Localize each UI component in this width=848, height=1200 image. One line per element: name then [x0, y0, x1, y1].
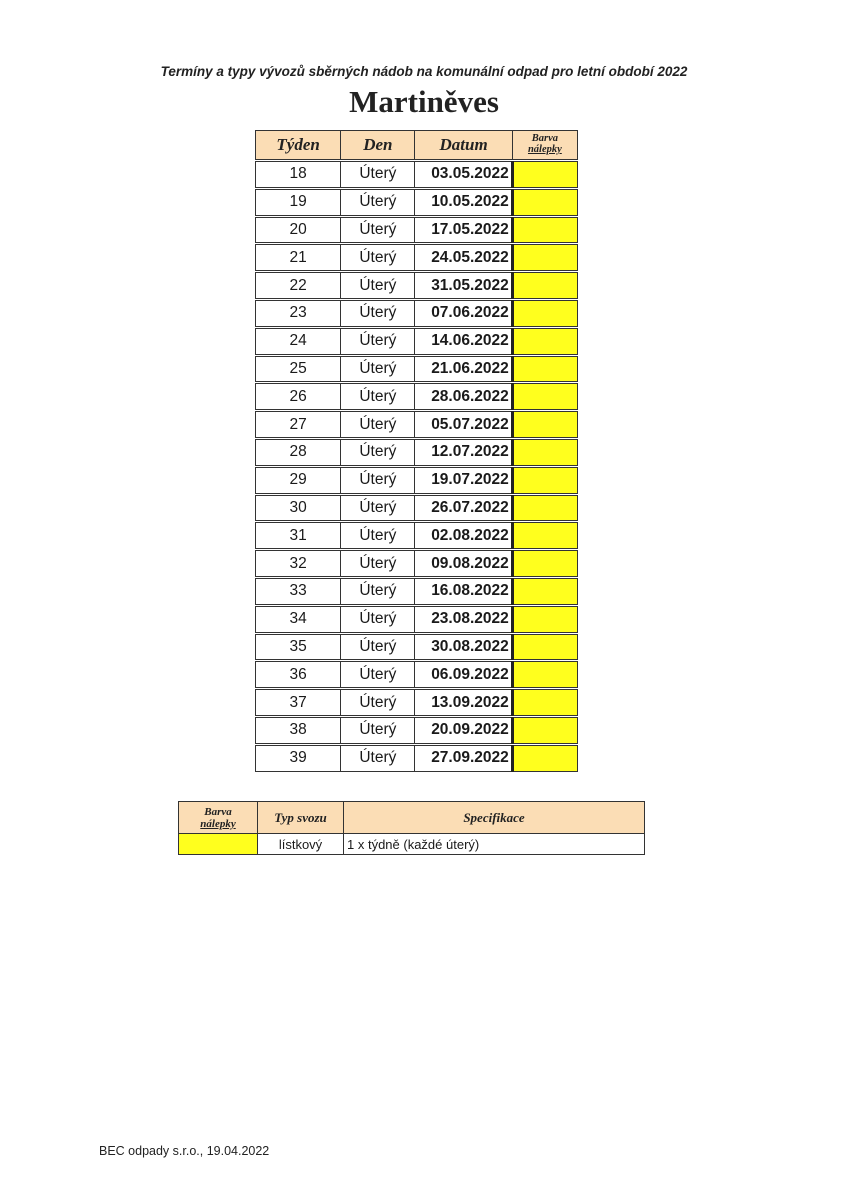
legend-row — [179, 834, 645, 855]
sticker-color-cell — [512, 717, 577, 743]
table-row — [256, 384, 578, 410]
legend-sticker-header-line1: Barva — [204, 805, 232, 818]
week-cell: 21 — [256, 245, 341, 271]
week-cell: 20 — [256, 217, 341, 243]
day-cell: Úterý — [341, 439, 415, 465]
sticker-color-cell — [512, 578, 577, 604]
date-cell: 27.09.2022 — [415, 745, 512, 771]
week-cell: 24 — [256, 328, 341, 354]
day-cell: Úterý — [341, 690, 415, 716]
sticker-color-cell — [512, 189, 577, 215]
week-cell: 32 — [256, 551, 341, 577]
day-cell: Úterý — [341, 467, 415, 493]
day-cell: Úterý — [341, 495, 415, 521]
week-cell: 26 — [256, 384, 341, 410]
day-cell: Úterý — [341, 245, 415, 271]
legend-header-type: Typ svozu — [258, 802, 344, 834]
column-header-day: Den — [341, 131, 415, 160]
day-cell: Úterý — [341, 523, 415, 549]
table-row — [256, 467, 578, 493]
column-header-week: Týden — [256, 131, 341, 160]
sticker-header-line1: Barva — [531, 133, 558, 144]
legend-type-cell: lístkový — [258, 834, 344, 855]
sticker-color-cell — [512, 690, 577, 716]
table-row — [256, 162, 578, 188]
table-row — [256, 300, 578, 326]
week-cell: 36 — [256, 662, 341, 688]
day-cell: Úterý — [341, 551, 415, 577]
sticker-color-cell — [512, 412, 577, 438]
day-cell: Úterý — [341, 217, 415, 243]
table-row — [256, 662, 578, 688]
day-cell: Úterý — [341, 300, 415, 326]
date-cell: 31.05.2022 — [415, 273, 512, 299]
table-row — [256, 328, 578, 354]
week-cell: 28 — [256, 439, 341, 465]
date-cell: 10.05.2022 — [415, 189, 512, 215]
table-row — [256, 690, 578, 716]
sticker-color-cell — [512, 551, 577, 577]
document-title: Martiněves — [349, 84, 499, 119]
sticker-color-cell — [512, 606, 577, 632]
date-cell: 06.09.2022 — [415, 662, 512, 688]
date-cell: 28.06.2022 — [415, 384, 512, 410]
day-cell: Úterý — [341, 745, 415, 771]
table-row — [256, 356, 578, 382]
table-row — [256, 634, 578, 660]
day-cell: Úterý — [341, 384, 415, 410]
date-cell: 21.06.2022 — [415, 356, 512, 382]
week-cell: 38 — [256, 717, 341, 743]
column-header-date: Datum — [415, 131, 512, 160]
day-cell: Úterý — [341, 162, 415, 188]
legend-sticker-header-line2: nálepky — [200, 817, 236, 830]
table-row — [256, 412, 578, 438]
sticker-color-cell — [512, 662, 577, 688]
date-cell: 30.08.2022 — [415, 634, 512, 660]
collection-schedule-table — [255, 130, 578, 772]
legend-header-sticker-color — [179, 802, 258, 834]
legend-header-spec: Specifikace — [344, 802, 645, 834]
week-cell: 25 — [256, 356, 341, 382]
date-cell: 13.09.2022 — [415, 690, 512, 716]
week-cell: 19 — [256, 189, 341, 215]
sticker-color-cell — [512, 439, 577, 465]
sticker-color-cell — [512, 328, 577, 354]
date-cell: 07.06.2022 — [415, 300, 512, 326]
table-row — [256, 551, 578, 577]
day-cell: Úterý — [341, 634, 415, 660]
table-row — [256, 217, 578, 243]
date-cell: 16.08.2022 — [415, 578, 512, 604]
sticker-color-cell — [512, 634, 577, 660]
week-cell: 34 — [256, 606, 341, 632]
date-cell: 26.07.2022 — [415, 495, 512, 521]
legend-sticker-swatch — [179, 834, 258, 855]
day-cell: Úterý — [341, 578, 415, 604]
week-cell: 39 — [256, 745, 341, 771]
sticker-color-cell — [512, 245, 577, 271]
day-cell: Úterý — [341, 412, 415, 438]
date-cell: 24.05.2022 — [415, 245, 512, 271]
day-cell: Úterý — [341, 273, 415, 299]
date-cell: 05.07.2022 — [415, 412, 512, 438]
column-header-sticker-color — [512, 131, 577, 160]
date-cell: 03.05.2022 — [415, 162, 512, 188]
sticker-color-cell — [512, 300, 577, 326]
sticker-color-cell — [512, 523, 577, 549]
week-cell: 31 — [256, 523, 341, 549]
footer-company-date: BEC odpady s.r.o., 19.04.2022 — [99, 1144, 270, 1158]
document-subtitle: Termíny a typy vývozů sběrných nádob na komunální odpad pro letní období 2022 — [160, 64, 688, 79]
table-row — [256, 439, 578, 465]
week-cell: 29 — [256, 467, 341, 493]
legend-table — [178, 801, 645, 855]
week-cell: 30 — [256, 495, 341, 521]
sticker-color-cell — [512, 273, 577, 299]
date-cell: 12.07.2022 — [415, 439, 512, 465]
date-cell: 17.05.2022 — [415, 217, 512, 243]
week-cell: 22 — [256, 273, 341, 299]
legend-header-row — [179, 802, 645, 834]
date-cell: 09.08.2022 — [415, 551, 512, 577]
sticker-color-cell — [512, 217, 577, 243]
sticker-color-cell — [512, 356, 577, 382]
table-row — [256, 578, 578, 604]
table-row — [256, 273, 578, 299]
sticker-color-cell — [512, 162, 577, 188]
day-cell: Úterý — [341, 717, 415, 743]
date-cell: 14.06.2022 — [415, 328, 512, 354]
sticker-color-cell — [512, 745, 577, 771]
table-row — [256, 606, 578, 632]
day-cell: Úterý — [341, 356, 415, 382]
week-cell: 35 — [256, 634, 341, 660]
sticker-header-line2: nálepky — [527, 144, 562, 155]
legend-spec-cell: 1 x týdně (každé úterý) — [344, 834, 645, 855]
schedule-body — [256, 160, 578, 772]
table-row — [256, 745, 578, 771]
table-row — [256, 523, 578, 549]
week-cell: 18 — [256, 162, 341, 188]
table-row — [256, 245, 578, 271]
date-cell: 20.09.2022 — [415, 717, 512, 743]
table-row — [256, 495, 578, 521]
schedule-header-row — [256, 131, 578, 160]
sticker-color-cell — [512, 467, 577, 493]
day-cell: Úterý — [341, 662, 415, 688]
week-cell: 27 — [256, 412, 341, 438]
table-row — [256, 717, 578, 743]
date-cell: 23.08.2022 — [415, 606, 512, 632]
week-cell: 23 — [256, 300, 341, 326]
table-row — [256, 189, 578, 215]
day-cell: Úterý — [341, 606, 415, 632]
week-cell: 37 — [256, 690, 341, 716]
week-cell: 33 — [256, 578, 341, 604]
sticker-color-cell — [512, 384, 577, 410]
sticker-color-cell — [512, 495, 577, 521]
day-cell: Úterý — [341, 189, 415, 215]
date-cell: 19.07.2022 — [415, 467, 512, 493]
day-cell: Úterý — [341, 328, 415, 354]
date-cell: 02.08.2022 — [415, 523, 512, 549]
